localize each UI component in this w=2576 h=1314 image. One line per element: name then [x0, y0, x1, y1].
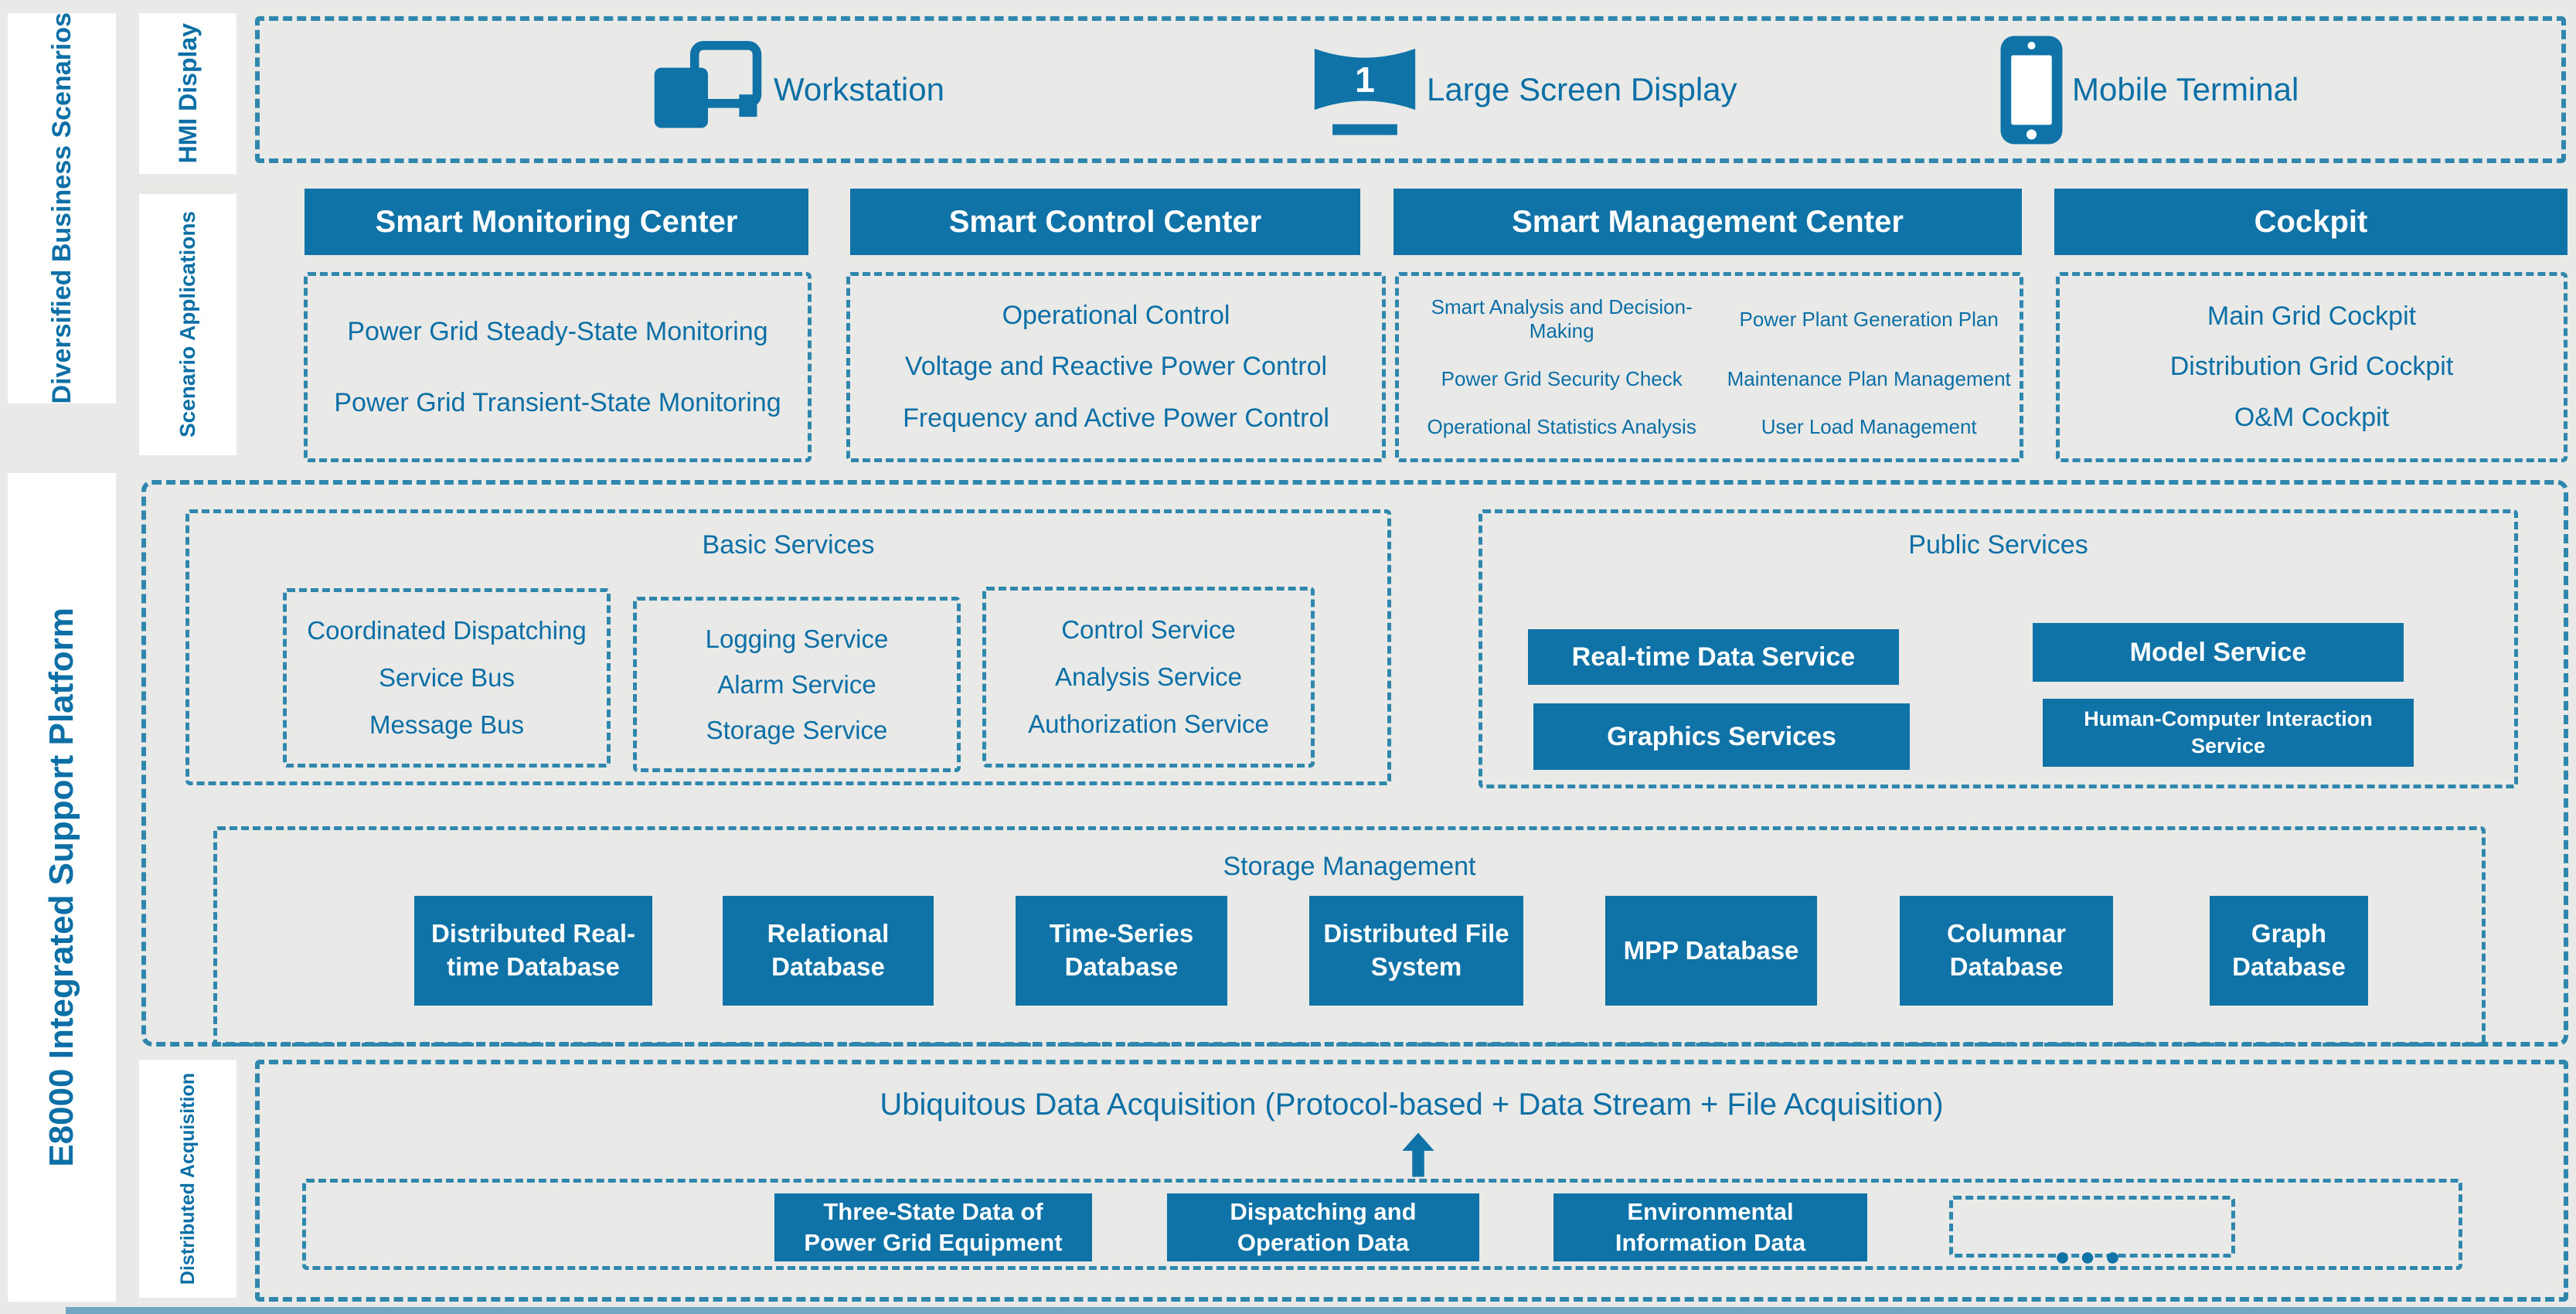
header-smart-management-center	[1393, 189, 2022, 255]
scenario-item: Power Plant Generation Plan	[1739, 307, 1999, 331]
data-box-dispatching	[1167, 1193, 1479, 1261]
db-box-label: Distributed Real-time Database	[430, 919, 636, 981]
scenario-item: Distribution Grid Cockpit	[2169, 352, 2454, 382]
service-item: Analysis Service	[1054, 662, 1243, 691]
scenario-item: User Load Management	[1761, 414, 1977, 438]
label-diversified-business-scenarios-text: Diversified Business Scenarios	[46, 12, 77, 404]
service-item: Alarm Service	[717, 669, 876, 699]
service-item: Coordinated Dispatching	[307, 616, 587, 645]
service-button-label: Human-Computer Interaction Service	[2084, 706, 2373, 757]
data-box-environmental	[1553, 1193, 1867, 1261]
db-box-label: Distributed File System	[1323, 919, 1509, 981]
data-box-label: Dispatching and Operation Data	[1230, 1197, 1417, 1256]
scenario-box-cockpit	[2056, 272, 2567, 462]
db-box-mpp	[1605, 896, 1817, 1006]
db-box-relational	[723, 896, 934, 1006]
data-box-label: Three-State Data of Power Grid Equipment	[804, 1197, 1063, 1256]
service-item: Authorization Service	[1028, 710, 1269, 739]
ellipsis-box	[1949, 1196, 2235, 1271]
db-box-label: Columnar Database	[1946, 919, 2066, 981]
bottom-border-strip	[66, 1307, 2576, 1314]
scenario-item: Smart Analysis and Decision-Making	[1431, 295, 1693, 343]
db-box-distributed-realtime	[414, 896, 652, 1006]
data-box-three-state	[774, 1193, 1092, 1261]
scenario-item: Power Grid Transient-State Monitoring	[334, 387, 781, 417]
service-button-label: Model Service	[2129, 637, 2307, 667]
service-group-bus	[283, 588, 611, 768]
scenario-item: Main Grid Cockpit	[2207, 301, 2417, 332]
service-button-label: Real-time Data Service	[1571, 642, 1856, 672]
workstation-icon	[650, 41, 766, 139]
service-item: Control Service	[1061, 614, 1236, 644]
basic-services-title: Basic Services	[702, 530, 875, 560]
service-item: Logging Service	[705, 624, 889, 653]
db-box-time-series	[1016, 896, 1227, 1006]
header-smart-monitoring-center	[305, 189, 808, 255]
service-group-logging	[633, 597, 961, 772]
label-distributed-acquisition	[139, 1060, 237, 1298]
label-e8000-platform	[8, 473, 116, 1302]
mobile-terminal-icon	[1999, 34, 2064, 146]
label-diversified-business-scenarios	[8, 13, 116, 403]
scenario-box-management	[1395, 272, 2023, 462]
db-box-distributed-file	[1309, 896, 1523, 1006]
hmi-item-label: Large Screen Display	[1427, 71, 1737, 107]
service-button-realtime-data	[1528, 629, 1899, 685]
label-distributed-acquisition-text: Distributed Acquisition	[176, 1072, 199, 1285]
header-title: Smart Control Center	[948, 204, 1262, 239]
data-box-label: Environmental Information Data	[1615, 1197, 1806, 1256]
basic-services-box	[185, 509, 1391, 785]
scenario-box-monitoring	[304, 272, 812, 462]
label-hmi-display	[139, 13, 237, 174]
acquisition-title: Ubiquitous Data Acquisition (Protocol-based + Data Stream + File Acquisition)	[880, 1088, 1944, 1122]
header-title: Smart Management Center	[1512, 204, 1904, 239]
scenario-item: Power Grid Steady-State Monitoring	[347, 316, 768, 346]
db-box-columnar	[1900, 896, 2113, 1006]
scenario-item: Power Grid Security Check	[1441, 366, 1683, 390]
acquisition-inner-box	[302, 1179, 2462, 1270]
hmi-item-label: Mobile Terminal	[2072, 71, 2299, 107]
db-box-label: Graph Database	[2232, 919, 2346, 981]
service-button-graphics	[1533, 703, 1910, 770]
label-scenario-applications	[139, 194, 237, 455]
header-cockpit	[2054, 189, 2567, 255]
acquisition-box	[255, 1060, 2568, 1302]
scenario-item: Frequency and Active Power Control	[903, 403, 1329, 434]
db-box-label: Relational Database	[767, 919, 890, 981]
db-box-label: MPP Database	[1623, 935, 1799, 965]
scenario-box-control	[846, 272, 1386, 462]
hmi-item-large-screen	[1311, 21, 1737, 158]
screen-number-text: 1	[1355, 59, 1375, 100]
scenario-item: Operational Statistics Analysis	[1427, 414, 1696, 438]
storage-management-title: Storage Management	[1223, 852, 1476, 881]
db-box-graph	[2210, 896, 2368, 1006]
label-scenario-applications-text: Scenario Applications	[175, 211, 199, 438]
header-smart-control-center	[850, 189, 1360, 255]
management-items-grid	[1402, 284, 2016, 451]
label-e8000-platform-text: E8000 Integrated Support Platform	[43, 608, 80, 1167]
ellipsis-icon: ●●●	[2054, 1242, 2130, 1271]
up-arrow-icon	[1401, 1132, 1435, 1177]
header-title: Smart Monitoring Center	[375, 204, 738, 239]
scenario-item: Operational Control	[1002, 300, 1230, 330]
public-services-box	[1479, 509, 2518, 788]
public-services-title: Public Services	[1908, 530, 2088, 560]
hmi-item-mobile-terminal	[1999, 21, 2299, 158]
hmi-item-workstation	[650, 21, 944, 158]
service-item: Storage Service	[706, 715, 888, 744]
scenario-item: O&M Cockpit	[2234, 402, 2390, 432]
service-item: Service Bus	[378, 662, 516, 692]
scenario-item: Voltage and Reactive Power Control	[904, 352, 1328, 382]
hmi-item-label: Workstation	[774, 71, 944, 107]
hmi-display-row	[255, 16, 2566, 163]
service-item: Message Bus	[369, 710, 524, 739]
storage-management-box	[213, 826, 2486, 1047]
large-screen-icon	[1311, 43, 1419, 137]
scenario-item: Maintenance Plan Management	[1727, 366, 2011, 390]
service-group-control	[982, 587, 1315, 768]
header-title: Cockpit	[2254, 204, 2368, 239]
db-box-label: Time-Series Database	[1049, 919, 1194, 981]
service-button-hci	[2043, 699, 2414, 767]
service-button-label: Graphics Services	[1607, 721, 1836, 751]
service-button-model	[2033, 623, 2404, 682]
label-hmi-display-text: HMI Display	[173, 23, 202, 164]
